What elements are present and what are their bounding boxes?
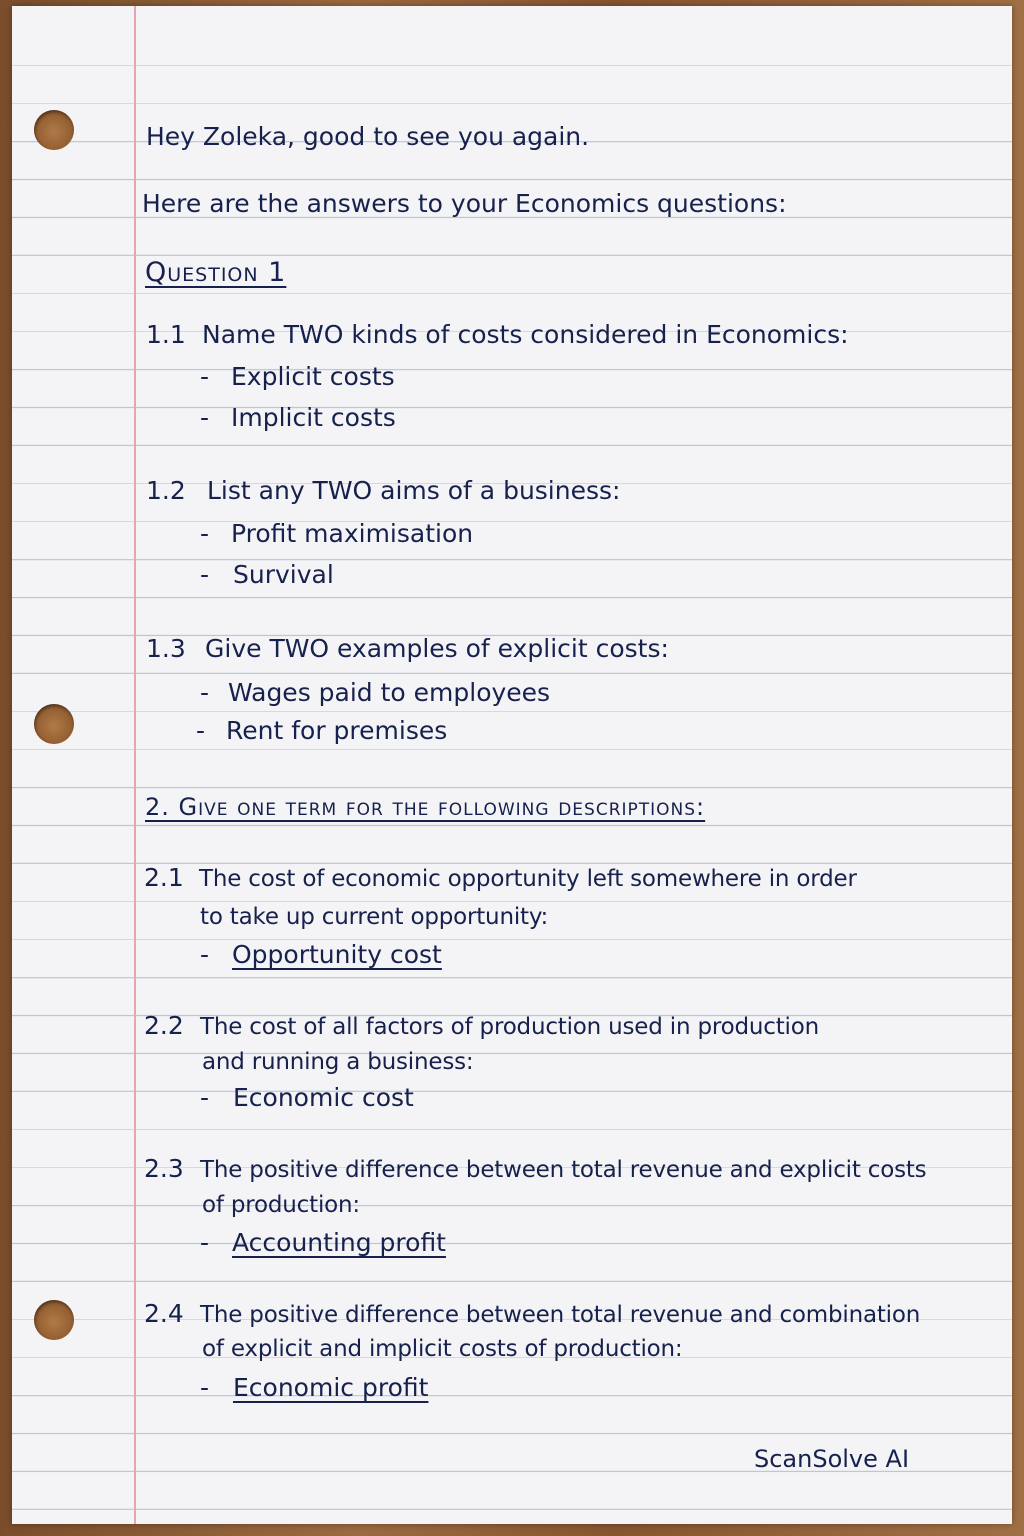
question-1-heading: Question 1 <box>145 257 287 288</box>
q2-2-answer: Economic cost <box>233 1083 414 1112</box>
q2-2-prompt-line-1: The cost of all factors of production used in production <box>200 1014 819 1040</box>
q1-1-bullet-1: - <box>200 362 210 391</box>
q1-3-bullet-2: - <box>196 716 206 745</box>
q2-4-bullet: - <box>200 1373 210 1402</box>
punch-hole-middle <box>34 704 74 744</box>
punch-hole-bottom <box>34 1300 74 1340</box>
q2-1-prompt-line-2: to take up current opportunity: <box>200 904 549 930</box>
greeting-line: Hey Zoleka, good to see you again. <box>146 122 590 151</box>
q1-1-answer-2: Implicit costs <box>231 403 396 432</box>
q2-3-prompt-line-2: of production: <box>202 1192 360 1218</box>
q2-2-prompt-line-2: and running a business: <box>202 1049 474 1075</box>
q1-3-bullet-1: - <box>200 678 210 707</box>
q1-2-bullet-2: - <box>200 560 210 589</box>
punch-hole-top <box>34 110 74 150</box>
q2-1-prompt-line-1: The cost of economic opportunity left somewhere in order <box>199 866 857 892</box>
q1-2-answer-1: Profit maximisation <box>231 519 474 548</box>
q1-1-answer-1: Explicit costs <box>231 362 395 391</box>
q2-3-prompt-line-1: The positive difference between total revenue and explicit costs <box>200 1157 927 1183</box>
q2-1-bullet: - <box>200 940 210 969</box>
q1-2-number: 1.2 <box>146 476 186 505</box>
q1-1-prompt: Name TWO kinds of costs considered in Economics: <box>202 320 849 349</box>
q2-1-number: 2.1 <box>144 863 184 892</box>
q1-3-number: 1.3 <box>146 634 186 663</box>
margin-line <box>134 6 136 1524</box>
q1-3-answer-2: Rent for premises <box>226 716 448 745</box>
q2-2-number: 2.2 <box>144 1011 184 1040</box>
q1-1-number: 1.1 <box>146 320 186 349</box>
q1-3-prompt: Give TWO examples of explicit costs: <box>205 634 669 663</box>
q1-2-answer-2: Survival <box>233 560 334 589</box>
lined-notebook-page <box>12 6 1012 1524</box>
q1-3-answer-1: Wages paid to employees <box>228 678 551 707</box>
q1-2-bullet-1: - <box>200 519 210 548</box>
q2-1-answer: Opportunity cost <box>232 940 442 969</box>
q2-2-bullet: - <box>200 1083 210 1112</box>
q2-4-answer: Economic profit <box>233 1373 429 1402</box>
q1-2-prompt: List any TWO aims of a business: <box>207 476 621 505</box>
question-2-heading: 2. Give one term for the following descriptions: <box>145 793 706 821</box>
q2-4-prompt-line-1: The positive difference between total revenue and combination <box>200 1302 921 1328</box>
q2-4-prompt-line-2: of explicit and implicit costs of production: <box>202 1336 683 1362</box>
intro-line: Here are the answers to your Economics questions: <box>142 189 787 218</box>
q2-3-number: 2.3 <box>144 1154 184 1183</box>
signature-scansolve: ScanSolve AI <box>754 1445 910 1473</box>
q1-1-bullet-2: - <box>200 403 210 432</box>
q2-3-bullet: - <box>200 1228 210 1257</box>
q2-3-answer: Accounting profit <box>232 1228 446 1257</box>
q2-4-number: 2.4 <box>144 1299 184 1328</box>
